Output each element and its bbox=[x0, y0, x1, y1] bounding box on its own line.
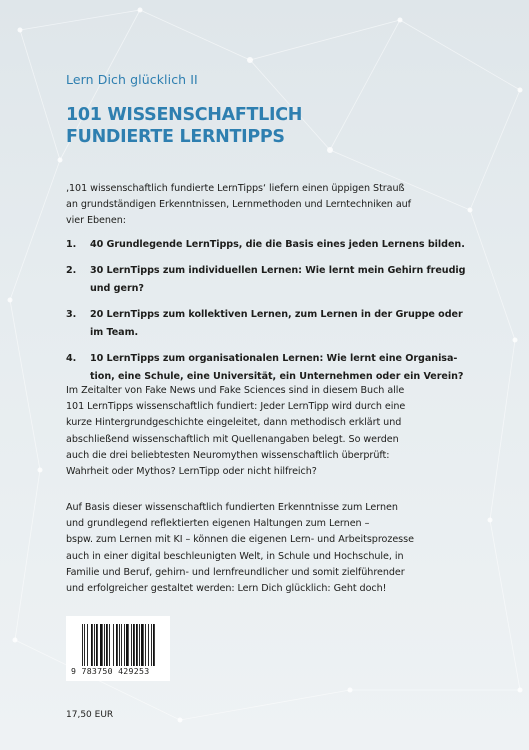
barcode-bar bbox=[139, 624, 140, 666]
barcode-bar bbox=[91, 624, 93, 666]
level-item-4 bbox=[66, 350, 466, 386]
level-text-line: und gern? bbox=[90, 283, 144, 294]
book-title-line-2: FUNDIERTE LERNTIPPS bbox=[66, 127, 285, 147]
barcode-bar bbox=[104, 624, 105, 666]
level-text-line: 40 Grundlegende LernTipps, die die Basis eines jeden Lernens bilden. bbox=[90, 239, 465, 250]
paragraph-line: bspw. zum Lernen mit KI – können die eigenen Lern- und Arbeitsprozesse bbox=[66, 534, 414, 546]
level-text-line: 20 LernTipps zum kollektiven Lernen, zum Lernen in der Gruppe oder bbox=[90, 309, 463, 320]
level-number: 1. bbox=[66, 239, 77, 250]
barcode-bar bbox=[124, 624, 125, 666]
paragraph-line: abschließend wissenschaftlich mit Quellenangaben belegt. So werden bbox=[66, 433, 399, 445]
levels-list bbox=[66, 236, 466, 394]
closing-paragraph bbox=[66, 500, 466, 597]
barcode-bar bbox=[145, 624, 146, 666]
barcode-bar bbox=[131, 624, 132, 666]
barcode-bar bbox=[121, 624, 122, 666]
level-text-line: 10 LernTipps zum organisationalen Lernen: Wie lernt eine Organisa- bbox=[90, 353, 458, 364]
barcode-bar bbox=[109, 624, 110, 666]
barcode-bar bbox=[87, 624, 88, 666]
paragraph-line: kurze Hintergrundgeschichte eingeleitet, dann methodisch erklärt und bbox=[66, 417, 402, 429]
isbn-barcode bbox=[66, 616, 170, 681]
barcode-bar bbox=[119, 624, 120, 666]
level-number: 3. bbox=[66, 309, 77, 320]
isbn-digits: 9 783750 429253 bbox=[71, 666, 150, 676]
barcode-bar bbox=[116, 624, 118, 666]
paragraph-line: und grundlegend reflektierten eigenen Haltungen zum Lernen – bbox=[66, 518, 370, 530]
level-number: 2. bbox=[66, 265, 77, 276]
book-title bbox=[66, 104, 466, 148]
barcode-bar bbox=[113, 624, 114, 666]
description-paragraph bbox=[66, 383, 466, 480]
barcode-bar bbox=[148, 624, 149, 666]
level-item-1 bbox=[66, 236, 466, 254]
level-text-line: tion, eine Schule, eine Universität, ein Unternehmen oder ein Verein? bbox=[90, 371, 464, 382]
barcode-bar bbox=[106, 624, 108, 666]
level-item-2 bbox=[66, 262, 466, 298]
barcode-bar bbox=[100, 624, 103, 666]
paragraph-line: Wahrheit oder Mythos? LernTipp oder nicht hilfreich? bbox=[66, 466, 317, 478]
level-number: 4. bbox=[66, 353, 77, 364]
intro-line: an grundständigen Erkenntnissen, Lernmethoden und Lerntechniken auf bbox=[66, 199, 412, 211]
paragraph-line: auch in einer digital beschleunigten Welt, in Schule und Hochschule, in bbox=[66, 550, 404, 562]
book-title-line-1: 101 WISSENSCHAFTLICH bbox=[66, 105, 303, 125]
price-label: 17,50 EUR bbox=[66, 710, 114, 720]
paragraph-line: auch die drei beliebtesten Neuromythen wissenschaftlich überprüft: bbox=[66, 449, 390, 461]
barcode-bar bbox=[141, 624, 144, 666]
level-item-3 bbox=[66, 306, 466, 342]
barcode-bar bbox=[126, 624, 129, 666]
level-text-line: 30 LernTipps zum individuellen Lernen: Wie lernt mein Gehirn freudig bbox=[90, 265, 466, 276]
barcode-bar bbox=[96, 624, 98, 666]
barcode-bar bbox=[136, 624, 138, 666]
paragraph-line: Im Zeitalter von Fake News und Fake Sciences sind in diesem Buch alle bbox=[66, 385, 405, 396]
barcode-bar bbox=[82, 624, 83, 666]
barcode-bar bbox=[133, 624, 135, 666]
barcode-bars bbox=[82, 624, 156, 666]
barcode-bar bbox=[151, 624, 152, 666]
level-text-line: im Team. bbox=[90, 327, 139, 338]
paragraph-line: Familie und Beruf, gehirn- und lernfreundlicher und somit zielführender bbox=[66, 566, 405, 578]
series-title: Lern Dich glücklich II bbox=[66, 72, 198, 87]
intro-line: ‚101 wissenschaftlich fundierte LernTipps‘ liefern einen üppigen Strauß bbox=[66, 183, 405, 194]
paragraph-line: und erfolgreicher gestaltet werden: Lern Dich glücklich: Geht doch! bbox=[66, 583, 387, 595]
barcode-bar bbox=[153, 624, 155, 666]
intro-line: vier Ebenen: bbox=[66, 215, 126, 227]
intro-paragraph bbox=[66, 181, 466, 230]
paragraph-line: Auf Basis dieser wissenschaftlich fundierten Erkenntnisse zum Lernen bbox=[66, 502, 398, 513]
barcode-bar bbox=[94, 624, 95, 666]
barcode-bar bbox=[84, 624, 85, 666]
paragraph-line: 101 LernTipps wissenschaftlich fundiert: Jeder LernTipp wird durch eine bbox=[66, 401, 406, 413]
